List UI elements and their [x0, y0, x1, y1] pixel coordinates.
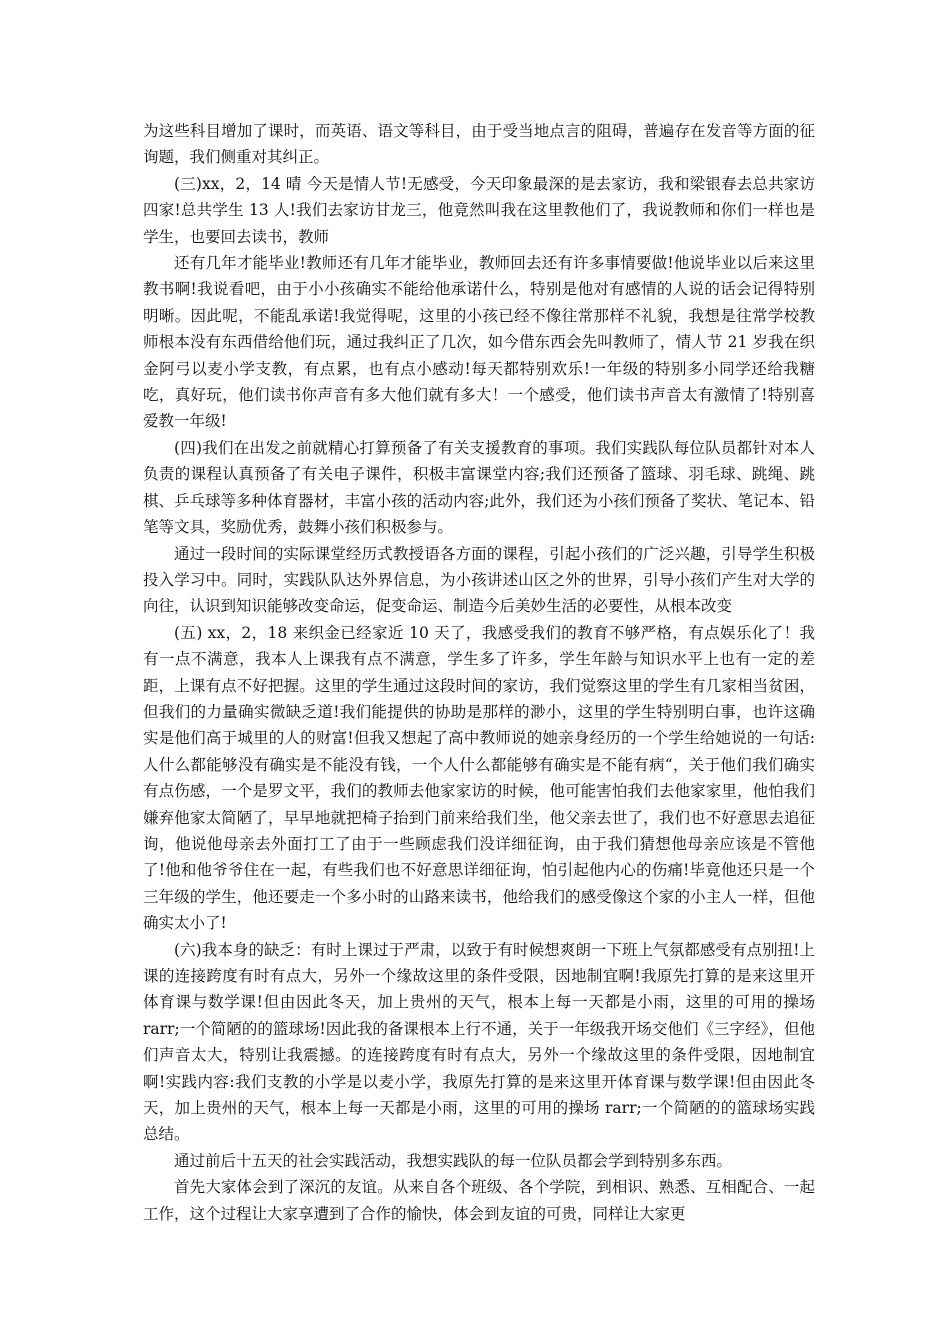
paragraph-diary-3: (三)xx，2，14 晴 今天是情人节!无感受，今天印象最深的是去家访，我和梁银春去总共家访四家!总共学生 13 人!我们去家访甘龙三，他竟然叫我在这里教他们了，我说教师和你们一样也是学生，也要回去读书，教师	[143, 174, 815, 246]
paragraph-subject-hours: 为这些科目增加了课时，而英语、语文等科目，由于受当地点言的阻碍，普遍存在发音等方面的征询题，我们侧重对其纠正。	[143, 122, 815, 167]
paragraph-diary-3-continued: 还有几年才能毕业!教师还有几年才能毕业，教师回去还有许多事情要做!他说毕业以后来这里教书啊!我说看吧，由于小小孩确实不能给他承诺什么，特别是他对有感情的人说的话会记得特别明晰。因此呢，不能乱承诺!我觉得呢，这里的小孩已经不像往常那样不礼貌，我想是往常学校教师根本没有东西借给他们玩，通过我纠正了几次，如今借东西会先叫教师了，情人节 21 岁我在织金阿弓以麦小学支教，有点累，也有点小感动!每天都特别欢乐!一年级的特别多小同学还给我糖吃，真好玩，他们读书你声音有多大他们就有多大！一个感受，他们读书声音太有激情了!特别喜爱教一年级!	[143, 254, 815, 431]
paragraph-friendship: 首先大家体会到了深沉的友谊。从来自各个班级、各个学院，到相识、熟悉、互相配合、一起工作，这个过程让大家享遭到了合作的愉快，体会到友谊的可贵，同样让大家更	[143, 1178, 815, 1223]
paragraph-diary-4: (四)我们在出发之前就精心打算预备了有关支援教育的事项。我们实践队每位队员都针对本人负责的课程认真预备了有关电子课件，积极丰富课堂内容;我们还预备了篮球、羽毛球、跳绳、跳棋、乒乓球等多种体育器材，丰富小孩的活动内容;此外，我们还为小孩们预备了奖状、笔记本、铅笔等文具，奖励优秀，鼓舞小孩们积极参与。	[143, 438, 815, 537]
paragraph-summary-intro: 通过前后十五天的社会实践活动，我想实践队的每一位队员都会学到特别多东西。	[174, 1151, 733, 1170]
document-body	[143, 118, 815, 1227]
paragraph-teaching-results: 通过一段时间的实际课堂经历式教授语各方面的课程，引起小孩们的广泛兴趣，引导学生积极投入学习中。同时，实践队队达外界信息，为小孩讲述山区之外的世界，引导小孩们产生对大学的向往，认识到知识能够改变命运，促变命运、制造今后美妙生活的必要性，从根本改变	[143, 544, 815, 616]
paragraph-diary-6: (六)我本身的缺乏：有时上课过于严肃，以致于有时候想爽朗一下班上气氛都感受有点别扭!上课的连接跨度有时有点大，另外一个缘故这里的条件受限，因地制宜啊!我原先打算的是来这里开体育课与数学课!但由因此冬天，加上贵州的天气，根本上每一天都是小雨，这里的可用的操场 rarr;一个简陋的的篮球场!因此我的备课根本上行不通，关于一年级我开场交他们《三字经》，但他们声音太大，特别让我震撼。的连接跨度有时有点大，另外一个缘故这里的条件受限，因地制宜啊!实践内容:我们支教的小学是以麦小学，我原先打算的是来这里开体育课与数学课!但由因此冬天，加上贵州的天气，根本上每一天都是小雨，这里的可用的操场 rarr;一个简陋的的篮球场实践总结。	[143, 940, 815, 1144]
paragraph-diary-5: (五) xx，2，18 来织金已经家近 10 天了，我感受我们的教育不够严格，有点娱乐化了！我有一点不满意，我本人上课我有点不满意，学生多了许多，学生年龄与知识水平上也有一定的差距，上课有点不好把握。这里的学生通过这段时间的家访，我们觉察这里的学生有几家相当贫困，但我们的力量确实微缺乏道!我们能提供的协助是那样的渺小，这里的学生特别明白事，也许这确实是他们高于城里的人的财富!但我又想起了高中教师说的她亲身经历的一个学生给她说的一句话:人什么都能够没有确实是不能没有钱，一个人什么都能够有确实是不能有病“，关于他们我们确实有点伤感，一个是罗文平，我们的教师去他家家访的时候，他可能害怕我们去他家家里，他怕我们嫌弃他家太简陋了，早早地就把椅子抬到门前来给我们坐，他父亲去世了，我们也不好意思去追征询，他说他母亲去外面打工了由于一些顾虑我们没详细征询，由于我们猜想他母亲应该是不管他了!他和他爷爷住在一起，有些我们也不好意思详细征询，怕引起他内心的伤痛!毕竟他还只是一个三年级的学生，他还要走一个多小时的山路来读书，他给我们的感受像这个家的小主人一样，但他确实太小了!	[143, 623, 815, 933]
